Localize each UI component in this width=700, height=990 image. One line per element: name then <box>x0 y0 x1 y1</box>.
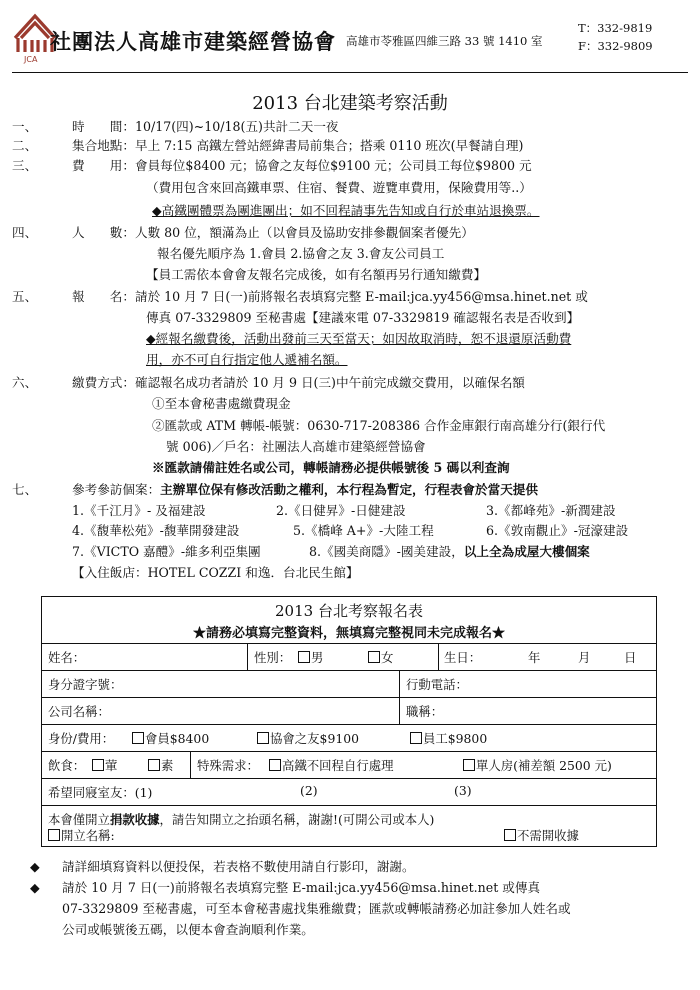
name-label: 姓名： <box>48 650 86 665</box>
item-text: ：10/17(四)~10/18(五)共計二天一夜 <box>122 119 339 134</box>
no-return-option: 高鐵不回程自行處理 <box>282 758 394 773</box>
no-receipt-label: 不需開收據 <box>517 828 579 843</box>
no-return-checkbox[interactable] <box>269 759 281 771</box>
visit-case: 7.《VICTO 嘉醴》-維多利亞集團 <box>72 544 261 559</box>
female-checkbox[interactable] <box>368 651 380 663</box>
visit-case: 8.《國美商隱》-國美建設， <box>309 544 464 559</box>
item-note: ◆經報名繳費後，活動出發前三天至當天；如因故取消時，恕不退還原活動費 <box>146 331 572 346</box>
item-number: 四、 <box>12 225 38 240</box>
open-name-label: 開立名稱: <box>61 828 115 843</box>
fee-label: 身份/費用： <box>48 731 115 746</box>
id-label: 身分證字號： <box>48 677 123 692</box>
item-label: 人 數 <box>72 225 123 240</box>
company-label: 公司名稱： <box>48 704 110 719</box>
meat-checkbox[interactable] <box>92 759 104 771</box>
receipt-text: ，請告知開立之抬頭名稱，謝謝!(可開公司或本人) <box>159 812 435 827</box>
fee-staff-checkbox[interactable] <box>410 732 422 744</box>
gender-label: 性別： <box>254 650 292 665</box>
item-text: ②匯款或 ATM 轉帳-帳號：0630-717-208386 合作金庫銀行南高雄分行(銀行代 <box>152 418 606 433</box>
visit-case: 2.《日健昇》-日健建設 <box>276 503 406 518</box>
form-row-diet <box>42 751 656 778</box>
visit-case-note: 以上全為成屋大樓個案 <box>463 544 590 559</box>
fee-member-checkbox[interactable] <box>132 732 144 744</box>
veg-checkbox[interactable] <box>148 759 160 771</box>
female-option: 女 <box>381 650 394 665</box>
item-label: 集合地點 <box>72 138 123 153</box>
org-name: 社團法人高雄市建築經營協會 <box>50 29 336 54</box>
item-label: 繳費方式 <box>72 375 123 390</box>
form-subtitle: ★請務必填寫完整資料，無填寫完整視同未完成報名★ <box>192 626 505 641</box>
item-text: ①至本會秘書處繳費現金 <box>152 396 291 411</box>
receipt-type: 捐款收據 <box>109 812 160 827</box>
visit-case: 4.《馥華松苑》-馥華開發建設 <box>72 523 240 538</box>
bullet-icon: ◆ <box>30 880 40 895</box>
roommate-2: (2) <box>300 783 318 798</box>
form-title: 2013 台北考察報名表 <box>275 602 423 620</box>
logo-text: JCA <box>24 55 38 64</box>
no-receipt-checkbox[interactable] <box>504 829 516 841</box>
org-tel: T：332-9819 <box>578 21 653 35</box>
form-row-roommate <box>42 778 656 805</box>
hotel-info: 【入住飯店：HOTEL COZZI 和逸．台北民生館】 <box>72 565 359 580</box>
open-name-checkbox[interactable] <box>48 829 60 841</box>
visit-case: 1.《千江月》- 及福建設 <box>72 503 206 518</box>
birth-label: 生日： <box>444 650 482 665</box>
item-number: 一、 <box>12 119 38 134</box>
single-room-checkbox[interactable] <box>463 759 475 771</box>
event-title: 2013 台北建築考察活動 <box>252 93 448 114</box>
item-label: 參考參訪個案： <box>72 482 161 497</box>
item-text: 傳真 07-3329809 至秘書處【建議來電 07-3329819 確認報名表是否收到】 <box>146 310 580 325</box>
birth-year: 年 <box>528 650 541 665</box>
form-row-receipt <box>42 805 656 846</box>
item-text: （費用包含來回高鐵車票、住宿、餐費、遊覽車費用，保險費用等..） <box>146 180 532 195</box>
item-text: 號 006)／戶名：社團法人高雄市建築經營協會 <box>166 439 426 454</box>
item-note: 用，亦不可自行指定他人遞補名額。 <box>146 352 348 367</box>
fee-member-option: 會員$8400 <box>145 731 210 746</box>
item-text: ：確認報名成功者請於 10 月 9 日(三)中午前完成繳交費用，以確保名額 <box>122 375 525 390</box>
header-divider <box>12 72 688 73</box>
item-number: 三、 <box>12 158 38 173</box>
birth-day: 日 <box>624 650 637 665</box>
mobile-label: 行動電話： <box>406 677 468 692</box>
item-note: 主辦單位保有修改活動之權利，本行程為暫定，行程表會於當天提供 <box>160 482 538 497</box>
org-fax: F：332-9809 <box>578 39 653 53</box>
item-number: 五、 <box>12 289 38 304</box>
male-checkbox[interactable] <box>298 651 310 663</box>
item-text: ：請於 10 月 7 日(一)前將報名表填寫完整 E-mail:jca.yy456@msa.hinet.net 或 <box>122 289 588 304</box>
roommate-label: 希望同寢室友：(1) <box>48 785 153 800</box>
male-option: 男 <box>311 650 324 665</box>
org-address: 高雄市苓雅區四維三路 33 號 1410 室 <box>346 34 543 48</box>
visit-case: 5.《橋峰 A+》-大陸工程 <box>293 523 434 538</box>
item-label: 費 用 <box>72 158 123 173</box>
form-row-fee <box>42 724 656 751</box>
job-title-label: 職稱： <box>406 704 444 719</box>
item-text: ：早上 7:15 高鐵左營站經緯書局前集合；搭乘 0110 班次(早餐請自理) <box>122 138 524 153</box>
receipt-text: 本會僅開立 <box>48 812 110 827</box>
note-text: 請於 10 月 7 日(一)前將報名表填寫完整 E-mail:jca.yy456@msa.hinet.net 或傳真 <box>62 880 541 895</box>
item-note: ◆高鐵團體票為團進團出；如不回程請事先告知或自行於車站退換票。 <box>152 203 540 218</box>
registration-form <box>41 596 657 847</box>
visit-case: 6.《敦南觀止》-冠濠建設 <box>486 523 629 538</box>
note-text: 公司或帳號後五碼，以便本會查詢順利作業。 <box>62 922 314 937</box>
meat-option: 葷 <box>105 758 118 773</box>
fee-friend-option: 協會之友$9100 <box>270 731 359 746</box>
item-text: 報名優先順序為 1.會員 2.協會之友 3.會友公司員工 <box>157 246 445 261</box>
note-text: 07-3329809 至秘書處，可至本會秘書處找集雅繳費；匯款或轉帳請務必加註參加人姓名或 <box>62 901 571 916</box>
bullet-icon: ◆ <box>30 859 40 874</box>
roommate-3: (3) <box>454 783 472 798</box>
veg-option: 素 <box>161 758 174 773</box>
visit-case: 3.《都峰苑》-新潤建設 <box>486 503 616 518</box>
item-text: 【員工需依本會會友報名完成後，如有名額再另行通知繳費】 <box>146 267 487 282</box>
fee-friend-checkbox[interactable] <box>257 732 269 744</box>
form-row-company <box>42 697 656 724</box>
diet-label: 飲食： <box>48 758 86 773</box>
item-note: ※匯款請備註姓名或公司，轉帳請務必提供帳號後 5 碼以利查詢 <box>152 460 510 475</box>
fee-staff-option: 員工$9800 <box>423 731 488 746</box>
single-room-option: 單人房(補差額 2500 元) <box>476 758 612 773</box>
note-text: 請詳細填寫資料以便投保，若表格不數使用請自行影印，謝謝。 <box>62 859 415 874</box>
form-row-id <box>42 670 656 697</box>
item-number: 七、 <box>12 482 38 497</box>
special-label: 特殊需求： <box>197 758 259 773</box>
form-row-name <box>42 643 656 670</box>
birth-month: 月 <box>578 650 591 665</box>
item-text: ：會員每位$8400 元；協會之友每位$9100 元；公司員工每位$9800 元 <box>122 158 532 173</box>
item-number: 六、 <box>12 375 38 390</box>
item-number: 二、 <box>12 138 38 153</box>
item-text: ：人數 80 位，額滿為止（以會員及協助安排參觀個案者優先） <box>122 225 474 240</box>
item-label: 報 名 <box>72 289 123 304</box>
item-label: 時 間 <box>72 119 123 134</box>
